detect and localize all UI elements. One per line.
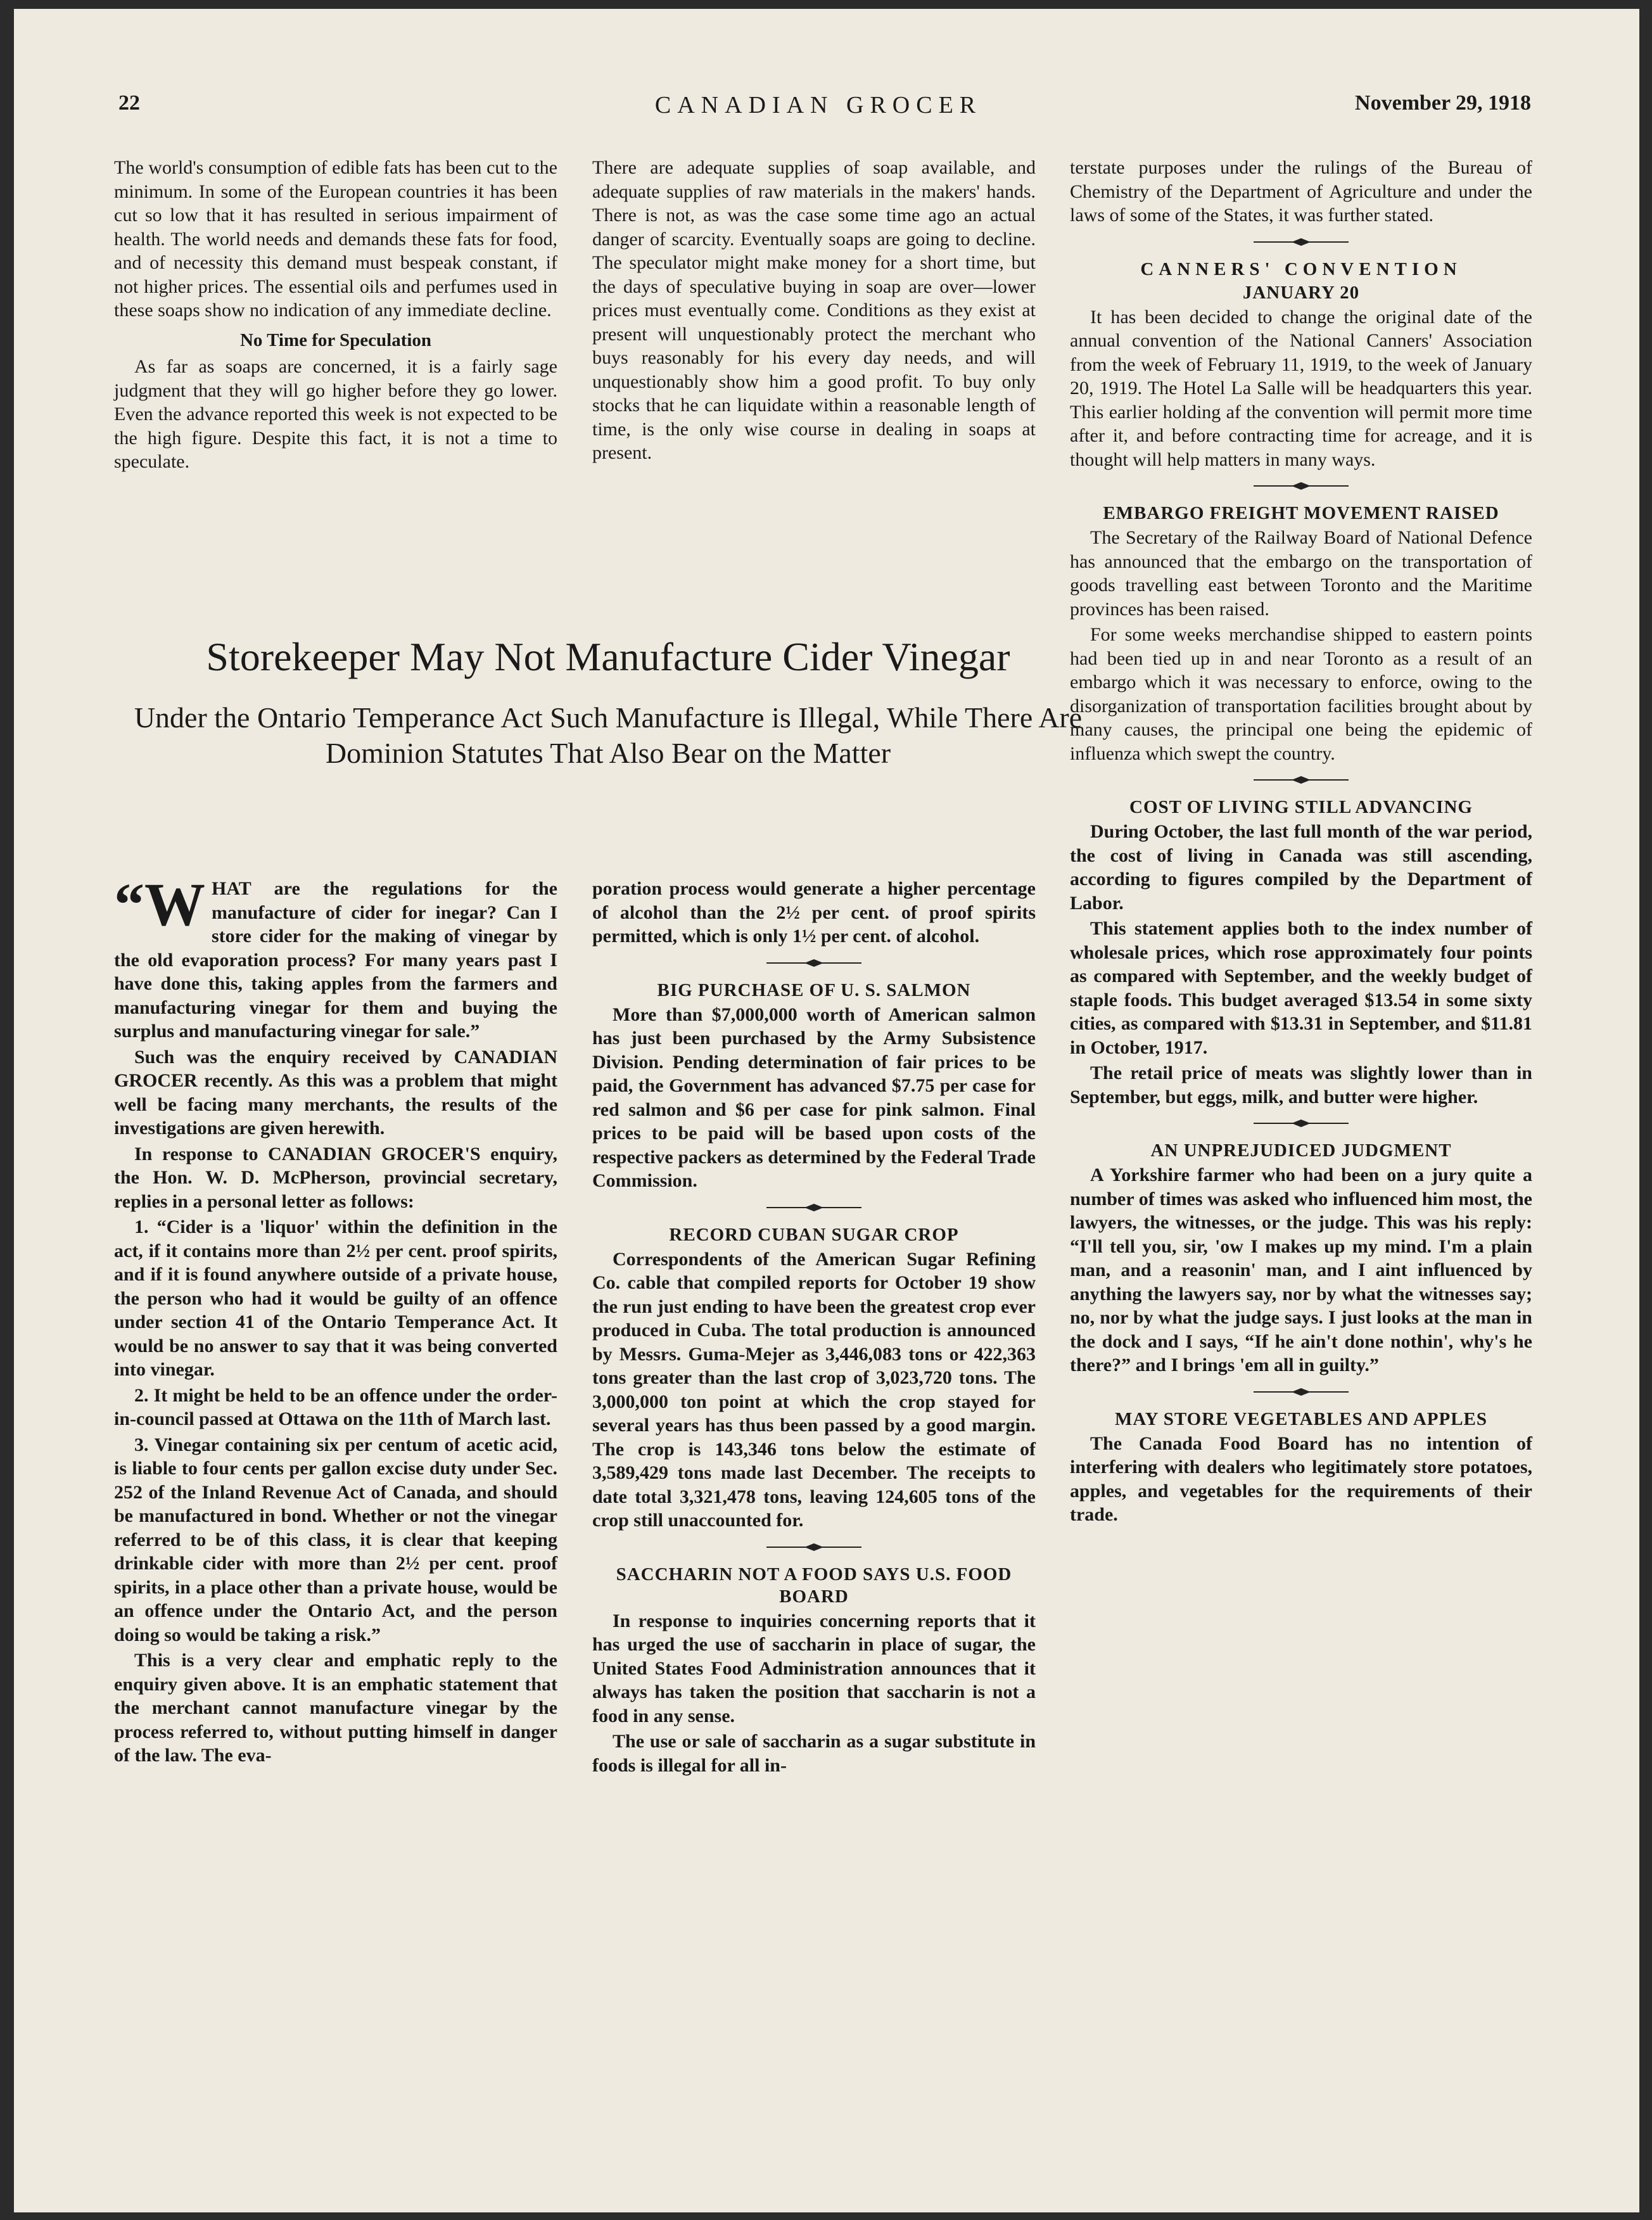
canners-heading: CANNERS' CONVENTION: [1140, 258, 1462, 279]
divider-ornament: [592, 1195, 1036, 1220]
cost-of-living-paragraph-2: This statement applies both to the index number of wholesale prices, which rose approximately four points as compared with September, and the weekly budget of staple foods. This budget averaged $13.54 in some sixty cities, as compared with $13.31 in September, and $11.81 in October, 1917.: [1070, 918, 1532, 1058]
divider-ornament: [1070, 767, 1532, 793]
unprejudiced-paragraph: A Yorkshire farmer who had been on a jury quite a number of times was asked who influenced him most, the lawyers, the witnesses, or the judge. This was his reply: “I'll tell you, sir, 'ow I makes up my mind. I'm a plain man, and a reasonin' man, and I aint influenced by anything the lawyers say, nor by what the witnesses say; no, nor by what the judge says. I just looks at the man in the dock and I says, “If he ain't done nothin', why's he there?” and I brings 'em all in guilty.”: [1070, 1164, 1532, 1375]
article-headline: [120, 633, 1096, 771]
fats-paragraph: The world's consumption of edible fats has been cut to the minimum. In some of the European countries it has been cut so low that it has resulted in serious impairment of health. The world needs and demands these fats for food, and of necessity this demand must bespeak constant, if not higher prices. The essential oils and perfumes used in these soaps show no indication of any immediate decline.: [114, 157, 557, 321]
cider-continuation: poration process would generate a higher percentage of alcohol than the 2½ per cent. of proof spirits permitted, which is only 1½ per cent. of alcohol.: [592, 878, 1036, 947]
divider-ornament: [1070, 1379, 1532, 1405]
divider-ornament: [1070, 473, 1532, 499]
sugar-paragraph: Correspondents of the American Sugar Refining Co. cable that compiled reports for October 19 show the run just ending to have been the greatest crop ever produced in Cuba. The total production is announced by Messrs. Guma-Mejer as 3,446,083 tons or 422,363 tons greater than the last crop of 3,023,720 tons. The 3,000,000 ton point at which the crop stayed for several years has thus been passed by a good margin. The crop is 143,346 tons below the estimate of 3,589,429 tons made last December. The receipts to date total 3,321,478 tons, leaving 124,605 tons of the crop still unaccounted for.: [592, 1248, 1036, 1531]
issue-date: November 29, 1918: [1355, 91, 1531, 115]
publication-title: CANADIAN GROCER: [654, 92, 982, 118]
sugar-heading: RECORD CUBAN SUGAR CROP: [669, 1224, 959, 1245]
cost-of-living-paragraph-3: The retail price of meats was slightly lower than in September, but eggs, milk, and butter were higher.: [1070, 1062, 1532, 1107]
cider-paragraph-5: 2. It might be held to be an offence under the order-in-council passed at Ottawa on the 11th of March last.: [114, 1384, 557, 1429]
cider-paragraph-6: 3. Vinegar containing six per centum of acetic acid, is liable to four cents per gallon excise duty under Sec. 252 of the Inland Revenue Act of Canada, and should be manufactured in bond. Whether or not the vinegar referred to be of this class, it is clear that keeping drinkable cider with more than 2½ per cent. proof spirits, in a place other than a private house, would be an offence under the Ontario Act, and the person doing so would be taking a risk.”: [114, 1434, 557, 1645]
page-number: 22: [118, 91, 140, 115]
drop-cap: “W: [114, 871, 205, 938]
cider-paragraph-2: Such was the enquiry received by CANADIAN GROCER recently. As this was a problem that might well be facing many merchants, the results of the investigations are given herewith.: [114, 1046, 557, 1139]
salmon-heading: BIG PURCHASE OF U. S. SALMON: [657, 979, 971, 1000]
cider-paragraph-4: 1. “Cider is a 'liquor' within the definition in the act, if it contains more than 2½ per cent. proof spirits, and if it is found anywhere outside of a private house, the person who had it would be guilty of an offence under section 41 of the Ontario Temperance Act. It would be no answer to say that it was being converted into vinegar.: [114, 1216, 557, 1380]
saccharin-paragraph-1: In response to inquiries concerning reports that it has urged the use of saccharin in place of sugar, the United States Food Administration announces that it always has taken the position that saccharin is not a food in any sense.: [592, 1610, 1036, 1726]
saccharin-paragraph-2: The use or sale of saccharin as a sugar substitute in foods is illegal for all in-: [592, 1731, 1036, 1776]
vegetables-heading: MAY STORE VEGETABLES AND APPLES: [1114, 1408, 1488, 1429]
column-1-top: [114, 156, 557, 476]
embargo-paragraph-1: The Secretary of the Railway Board of National Defence has announced that the embargo on the transportation of goods travelling east between Toronto and the Maritime provinces has been raised.: [1070, 527, 1532, 620]
embargo-paragraph-2: For some weeks merchandise shipped to eastern points had been tied up in and near Toronto as a result of an embargo which it was necessary to enforce, owing to the disorganization of transportation facilities brought about by many causes, the principal one being the epidemic of influenza which swept the country.: [1070, 624, 1532, 764]
divider-ornament: [1070, 229, 1532, 255]
cider-paragraph-3: In response to CANADIAN GROCER'S enquiry, the Hon. W. D. McPherson, provincial secretary, replies in a personal letter as follows:: [114, 1143, 557, 1212]
soap-supply-paragraph: There are adequate supplies of soap available, and adequate supplies of raw materials in the makers' hands. There is not, as was the case some time ago an actual danger of scarcity. Eventually soaps are going to decline. The speculator might make money for a short time, but the days of speculative buying in soap are over—lower prices must eventually come. Conditions as they exist at present will unquestionably protect the merchant who buys reasonably for his every day needs, and will unquestionably show him a good profit. To buy only stocks that he can liquidate within a reasonable length of time, is the only wise course in dealing in soaps at present.: [592, 157, 1036, 463]
speculation-paragraph: As far as soaps are concerned, it is a fairly sage judgment that they will go higher before they go lower. Even the advance reported this week is not expected to be the high figure. Despite this fact, it is not a time to speculate.: [114, 356, 557, 472]
magazine-page: [14, 9, 1639, 2212]
headline-subtitle: Under the Ontario Temperance Act Such Manufacture is Illegal, While There Are Dominion Statutes That Also Bear on the Matter: [134, 701, 1083, 769]
column-3: [1070, 156, 1532, 1529]
canners-paragraph: It has been decided to change the original date of the annual convention of the National Canners' Association from the week of February 11, 1919, to the week of January 20, 1919. The Hotel La Salle will be headquarters this year. This earlier holding af the convention will permit more time after it, and before contracting time for acreage, and it is thought will help matters in many ways.: [1070, 306, 1532, 470]
interstate-paragraph: terstate purposes under the rulings of the Bureau of Chemistry of the Department of Agriculture and under the laws of some of the States, it was further stated.: [1070, 157, 1532, 226]
salmon-paragraph: More than $7,000,000 worth of American salmon has just been purchased by the Army Subsistence Division. Pending determination of fair prices to be paid, the Government has advanced $7.75 per case for red salmon and $6 per case for pink salmon. Final prices to be paid will be based upon costs of the respective packers as determined by the Federal Trade Commission.: [592, 1004, 1036, 1191]
column-2-top: [592, 156, 1036, 467]
cider-paragraph-1: “WHAT are the regulations for the manufacture of cider for inegar? Can I store cider for the making of vinegar by the old evaporation process? For many years past I have done this, taking apples from the farmers and manufacturing vinegar for them and buying the surplus and manufacturing vinegar for sale.”: [114, 871, 557, 1042]
unprejudiced-heading: AN UNPREJUDICED JUDGMENT: [1150, 1140, 1452, 1161]
embargo-heading: EMBARGO FREIGHT MOVEMENT RAISED: [1103, 503, 1499, 523]
divider-ornament: [1070, 1111, 1532, 1136]
canners-date: JANUARY 20: [1242, 282, 1360, 303]
cost-of-living-heading: COST OF LIVING STILL ADVANCING: [1129, 797, 1473, 817]
page-header: [106, 91, 1531, 123]
column-2-bottom: [592, 877, 1036, 1779]
cider-article-column-1: [114, 871, 557, 1770]
cider-paragraph-7: This is a very clear and emphatic reply to the enquiry given above. It is an emphatic statement that the merchant cannot manufacture vinegar by the process referred to, without putting himself in danger of the law. The eva-: [114, 1650, 557, 1766]
divider-ornament: [592, 1534, 1036, 1560]
headline-title: Storekeeper May Not Manufacture Cider Vinegar: [206, 634, 1010, 679]
saccharin-heading: SACCHARIN NOT A FOOD SAYS U.S. FOOD BOARD: [616, 1564, 1012, 1607]
vegetables-paragraph: The Canada Food Board has no intention of interfering with dealers who legitimately store potatoes, apples, and vegetables for the requirements of their trade.: [1070, 1432, 1532, 1525]
divider-ornament: [592, 950, 1036, 976]
speculation-heading: No Time for Speculation: [239, 329, 432, 350]
cost-of-living-paragraph-1: During October, the last full month of the war period, the cost of living in Canada was still ascending, according to figures compiled by the Department of Labor.: [1070, 821, 1532, 914]
